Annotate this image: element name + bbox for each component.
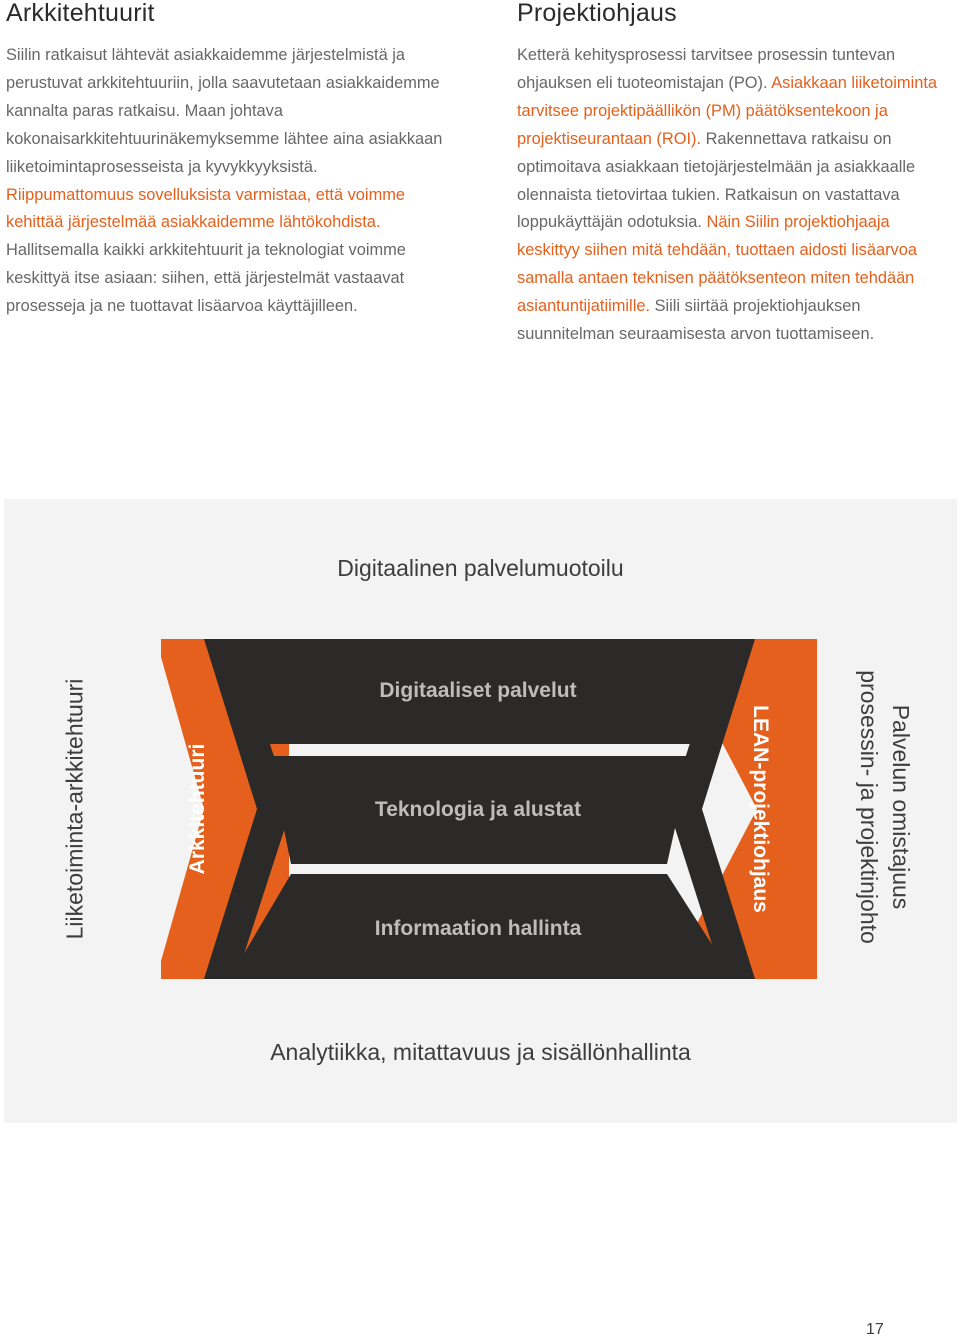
right-outer-label bbox=[853, 670, 917, 944]
row-label-digital-services: Digitaaliset palvelut bbox=[379, 679, 577, 702]
row-label-technology-platforms: Teknologia ja alustat bbox=[374, 798, 582, 821]
architecture-text-2: Hallitsemalla kaikki arkkitehtuurit ja teknologiat voimme keskittyä itse asiaan: siihen, että järjestelmät vastaavat prosesseja ja ne tuottavat lisäarvoa käyttäjilleen. bbox=[6, 241, 406, 316]
architecture-paragraph bbox=[6, 42, 446, 321]
architecture-text-1: Siilin ratkaisut lähtevät asiakkaidemme järjestelmistä ja perustuvat arkkitehtuuriin, jolla saavutetaan asiakkaidemme kannalta paras ratkaisu. Maan johtava kokonaisarkkitehtuurinäkemyksemme lähtee aina asiakkaan liiketoimintaprosesseista ja kyvykkyyksistä. bbox=[6, 46, 443, 176]
top-label: Digitaalinen palvelumuotoilu bbox=[337, 555, 624, 581]
page-number: 17 bbox=[866, 1321, 884, 1338]
architecture-text-highlight: Riippumattomuus sovelluksista varmistaa, että voimme kehittää järjestelmää asiakkaidemme lähtökohdista. bbox=[6, 185, 405, 232]
right-inner-label: LEAN-projektiohjaus bbox=[749, 705, 772, 913]
project-paragraph bbox=[517, 42, 957, 349]
project-text-highlight-2: Näin Siilin projektiohjaaja keskittyy siihen mitä tehdään, tuottaen aidosti lisäarvoa samalla antaen teknisen päätöksenteon miten tehdään asiantuntijatiimille. bbox=[517, 213, 917, 316]
left-inner-label: Arkkitehtuuri bbox=[186, 743, 209, 875]
project-text-highlight-1: Asiakkaan liiketoiminta tarvitsee projektipäällikön (PM) päätöksentekoon ja projektiseurantaan (ROI). bbox=[517, 73, 937, 148]
right-column bbox=[517, 0, 957, 349]
project-text-3: Siili siirtää projektiohjauksen suunnitelman seuraamisesta arvon tuottamiseen. bbox=[517, 297, 875, 344]
project-text-1: Ketterä kehitysprosessi tarvitsee prosessin tuntevan ohjauksen eli tuoteomistajan (PO). bbox=[517, 46, 896, 92]
service-diagram bbox=[4, 499, 957, 1123]
left-outer-label: Liiketoiminta-arkkitehtuuri bbox=[61, 678, 88, 940]
right-outer-label-line2: prosessin- ja projektinjohto bbox=[856, 670, 882, 944]
project-text-2: Rakennettava ratkaisu on optimoitava asiakkaan tietojärjestelmään ja asiakkaalle olennaista tietovirtaa tukien. Ratkaisun on vastattava loppukäyttäjän odotuksia. bbox=[517, 129, 916, 232]
heading-projektiohjaus: Projektiohjaus bbox=[517, 0, 677, 27]
row-label-information-management: Informaation hallinta bbox=[374, 917, 582, 940]
bottom-label: Analytiikka, mitattavuus ja sisällönhallinta bbox=[270, 1039, 691, 1065]
right-outer-label-line1: Palvelun omistajuus bbox=[888, 704, 914, 910]
heading-arkkitehtuurit: Arkkitehtuurit bbox=[6, 0, 155, 27]
left-column bbox=[6, 0, 446, 321]
